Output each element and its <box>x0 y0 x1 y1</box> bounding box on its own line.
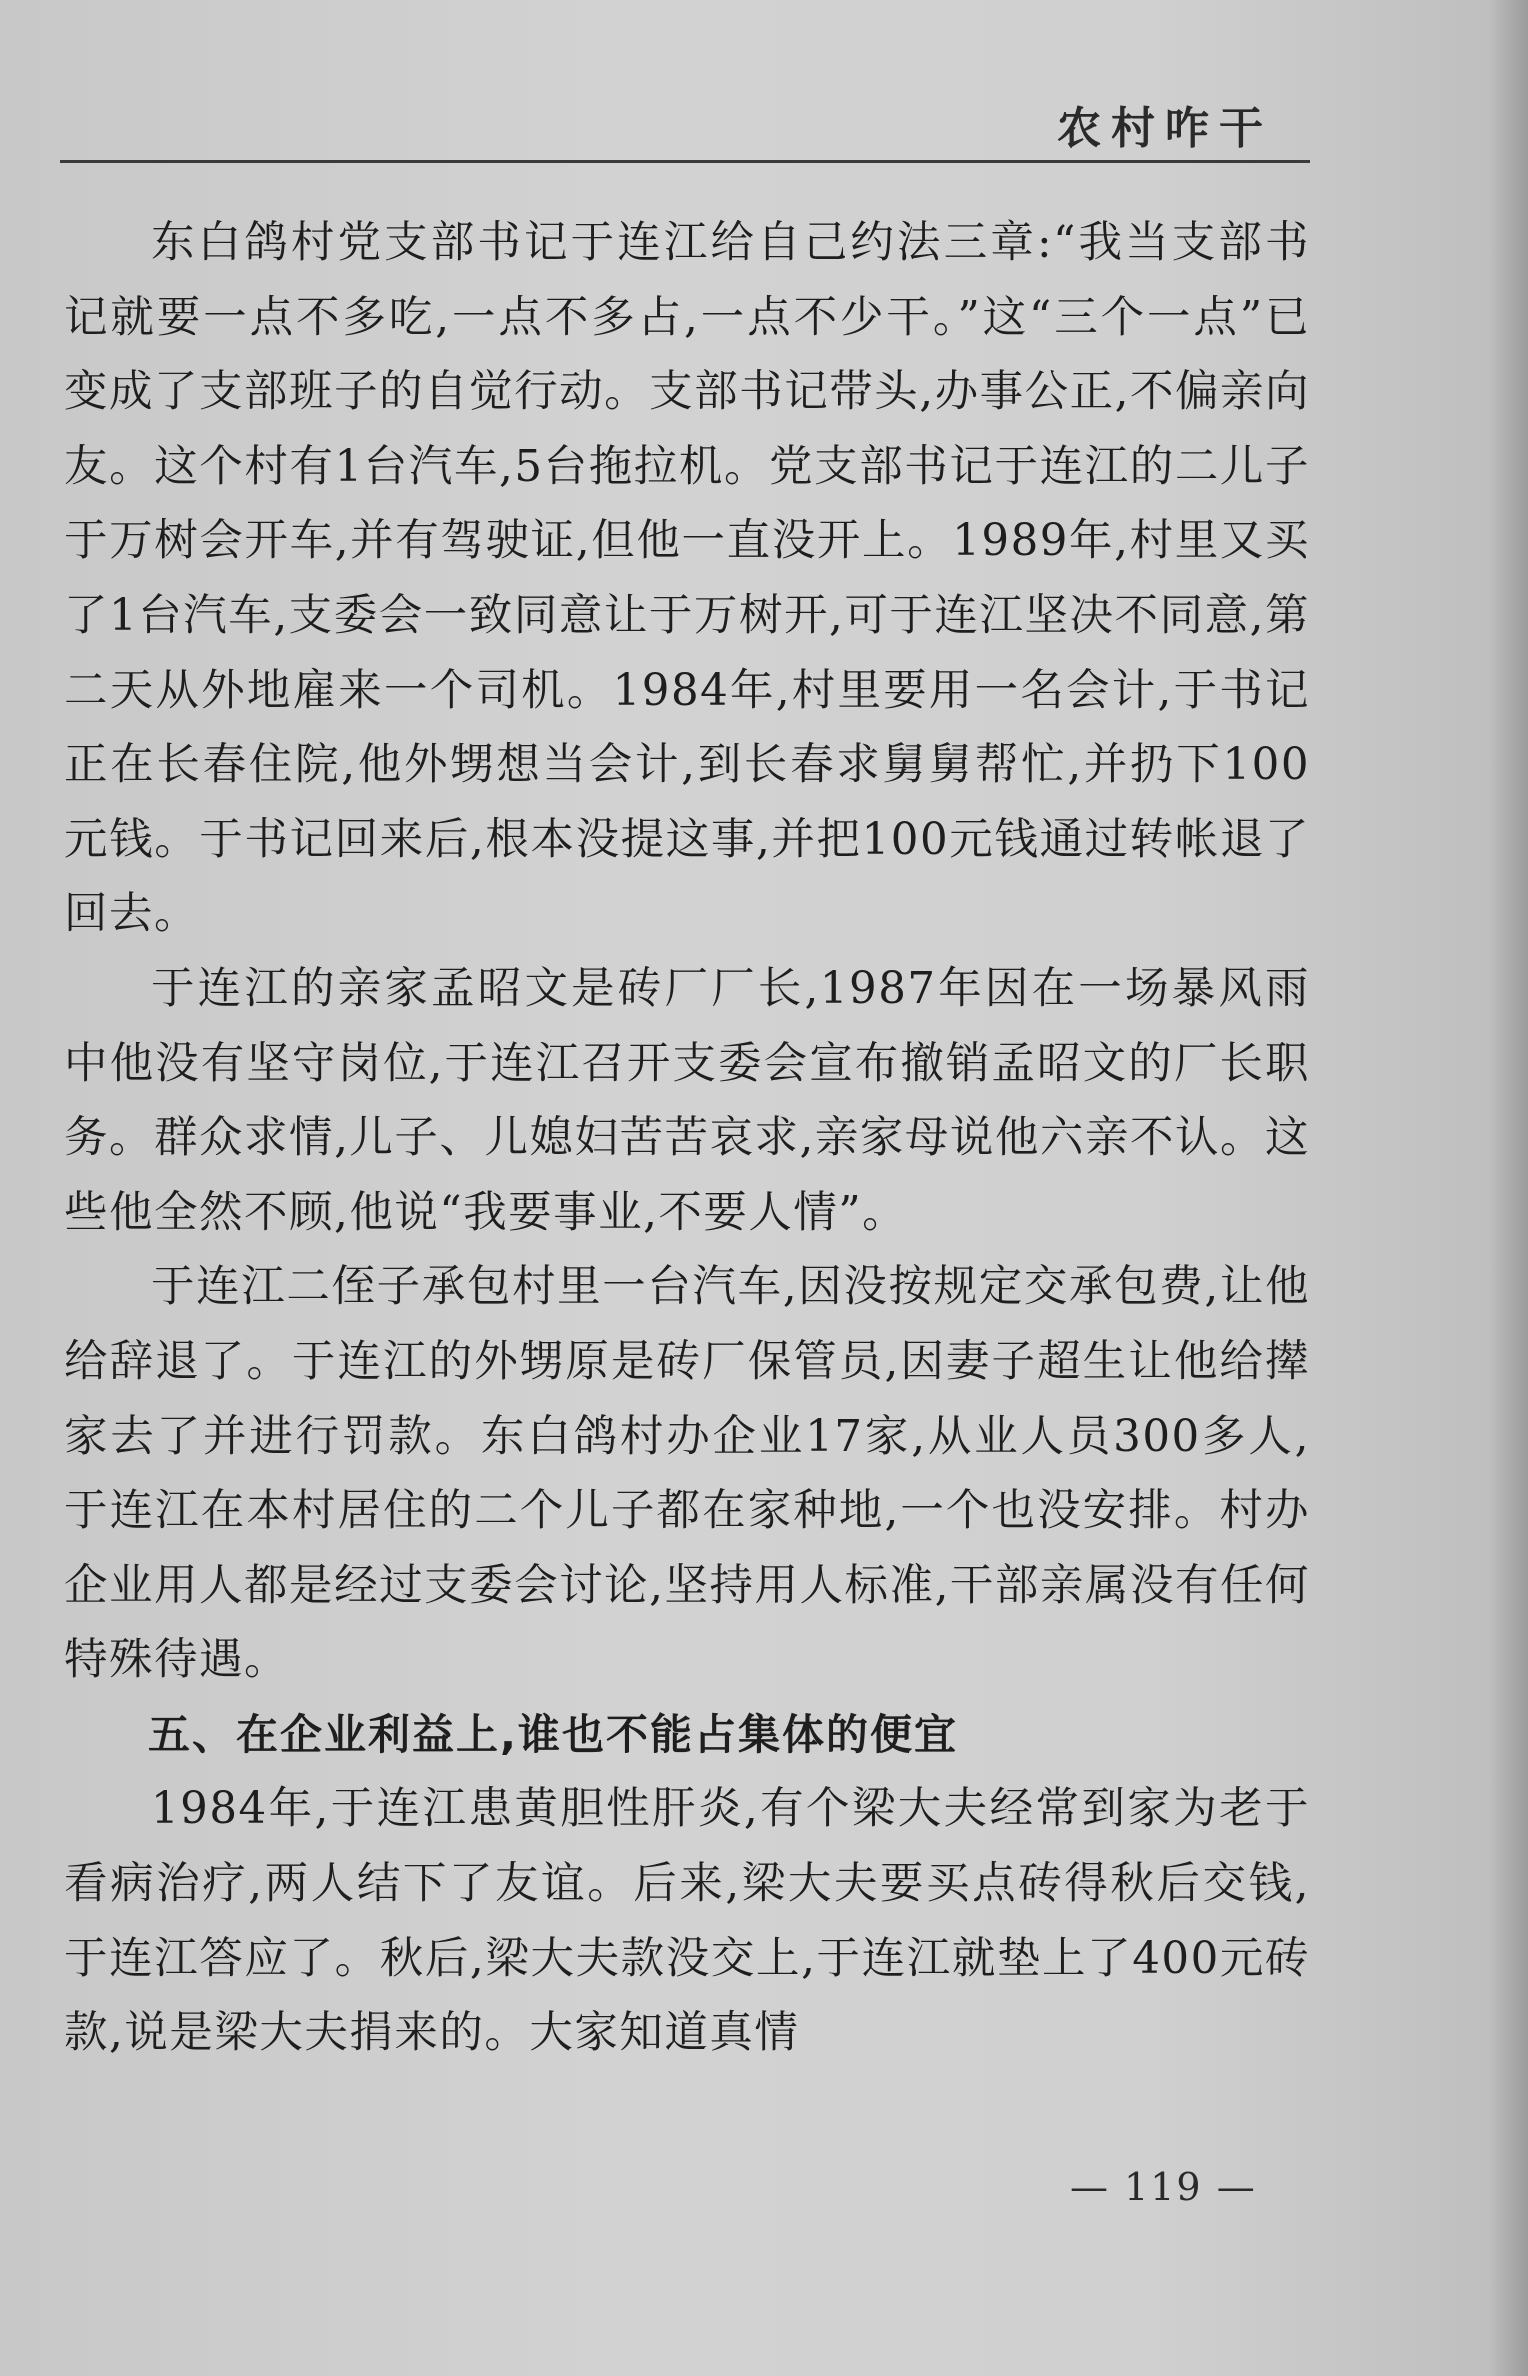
section-heading: 五、在企业利益上,谁也不能占集体的便宜 <box>148 1709 958 1759</box>
paragraph: 东白鸽村党支部书记于连江给自己约法三章:“我当支部书记就要一点不多吃,一点不多占,一点不少干。”这“三个一点”已变成了支部班子的自觉行动。支部书记带头,办事公正,不偏亲向友。这个村有1台汽车,5台拖拉机。党支部书记于连江的二儿子于万树会开车,并有驾驶证,但他一直没开上。1989年,村里又买了1台汽车,支委会一致同意让于万树开,可于连江坚决不同意,第二天从外地雇来一个司机。1984年,村里要用一名会计,于书记正在长春住院,他外甥想当会计,到长春求舅舅帮忙,并扔下100元钱。于书记回来后,根本没提这事,并把100元钱通过转帐退了回去。 <box>64 218 1310 940</box>
page-number: — 119 — <box>1070 2165 1257 2209</box>
page-edge-shadow <box>1488 0 1528 2376</box>
paragraph: 于连江二侄子承包村里一台汽车,因没按规定交承包费,让他给辞退了。于连江的外甥原是砖厂保管员,因妻子超生让他给撵家去了并进行罚款。东白鸽村办企业17家,从业人员300多人,于连江在本村居住的二个儿子都在家种地,一个也没安排。村办企业用人都是经过支委会讨论,坚持用人标准,干部亲属没有任何特殊待遇。 <box>64 1262 1310 1686</box>
paragraph: 于连江的亲家孟昭文是砖厂厂长,1987年因在一场暴风雨中他没有坚守岗位,于连江召开支委会宣布撤销孟昭文的厂长职务。群众求情,儿子、儿媳妇苦苦哀求,亲家母说他六亲不认。这些他全然不顾,他说“我要事业,不要人情”。 <box>64 963 1310 1238</box>
running-head: 农村咋干 <box>1057 103 1273 154</box>
paragraph: 1984年,于连江患黄胆性肝炎,有个梁大夫经常到家为老于看病治疗,两人结下了友谊。后来,梁大夫要买点砖得秋后交钱,于连江答应了。秋后,梁大夫款没交上,于连江就垫上了400元砖款,说是梁大夫捐来的。大家知道真情 <box>64 1784 1310 2059</box>
header-rule <box>60 160 1310 163</box>
body-text <box>64 206 1310 2071</box>
